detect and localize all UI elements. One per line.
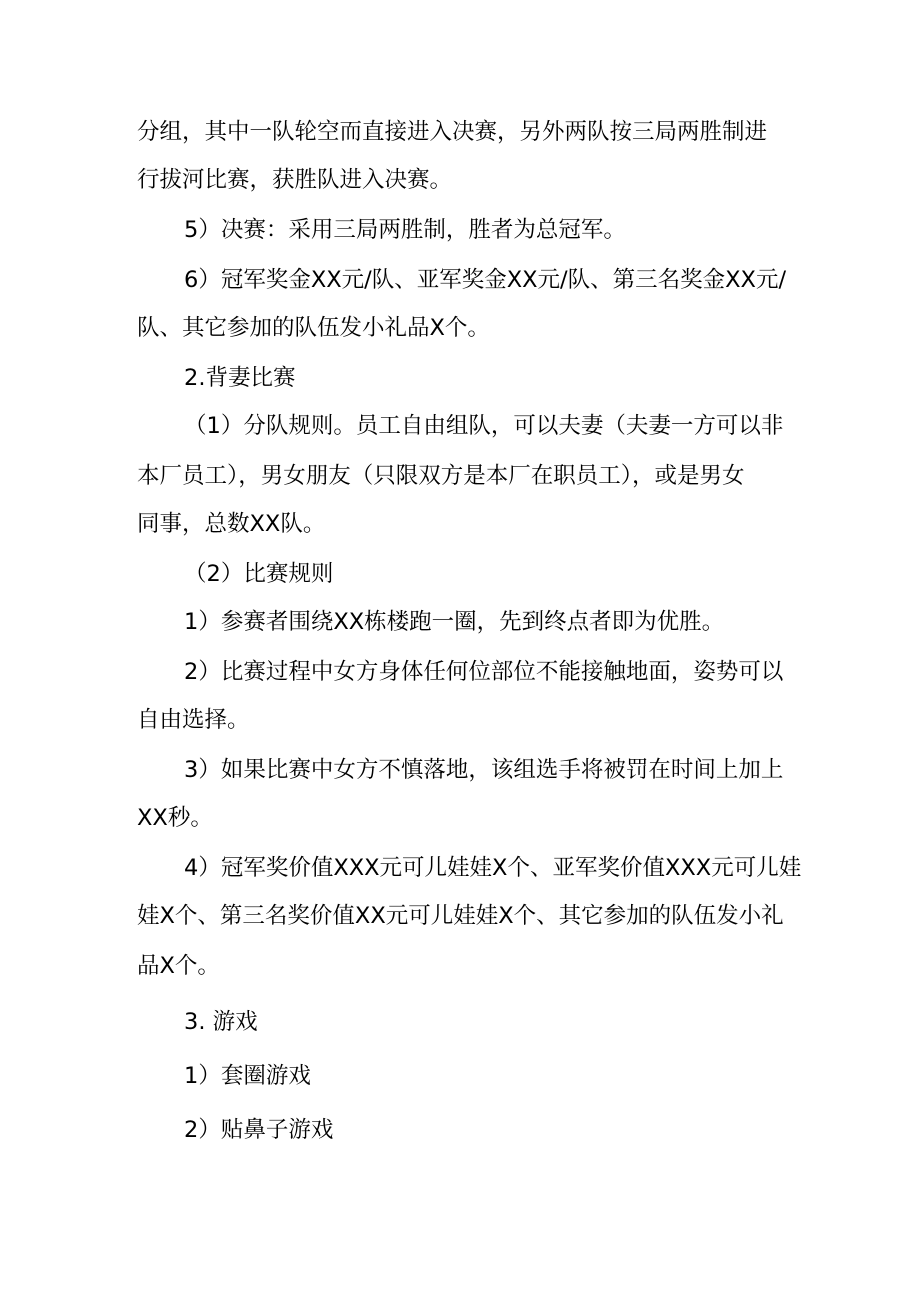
paragraph-line: 分组，其中一队轮空而直接进入决赛，另外两队按三局两胜制进 [137,119,768,145]
subsection-heading: （2）比赛规则 [184,561,334,587]
paragraph-line: 娃X个、第三名奖价值XX元可儿娃娃X个、其它参加的队伍发小礼 [137,903,784,929]
paragraph-line: 4）冠军奖价值XXX元可儿娃娃X个、亚军奖价值XXX元可儿娃 [184,855,802,881]
section-heading: 3. 游戏 [184,1009,258,1035]
paragraph-line: XX秒。 [137,805,213,831]
list-item: 2）贴鼻子游戏 [184,1117,334,1143]
paragraph-line: 1）参赛者围绕XX栋楼跑一圈，先到终点者即为优胜。 [184,609,725,635]
paragraph-line: 行拔河比赛，获胜队进入决赛。 [137,167,453,193]
paragraph-line: 队、其它参加的队伍发小礼品X个。 [137,315,490,341]
paragraph-line: 同事，总数XX队。 [137,511,326,537]
list-item: 1）套圈游戏 [184,1063,311,1089]
paragraph-line: 5）决赛：采用三局两胜制，胜者为总冠军。 [184,217,626,243]
paragraph-line: 本厂员工），男女朋友（只限双方是本厂在职员工），或是男女 [137,463,745,489]
section-heading: 2.背妻比赛 [184,365,296,391]
paragraph-line: 自由选择。 [137,707,250,733]
paragraph-line: 6）冠军奖金XX元/队、亚军奖金XX元/队、第三名奖金XX元/ [184,267,787,293]
paragraph-line: 2）比赛过程中女方身体任何位部位不能接触地面，姿势可以 [184,659,784,685]
paragraph-line: 3）如果比赛中女方不慎落地，该组选手将被罚在时间上加上 [184,757,784,783]
paragraph-line: 品X个。 [137,953,220,979]
paragraph-line: （1）分队规则。员工自由组队，可以夫妻（夫妻一方可以非 [184,413,784,439]
